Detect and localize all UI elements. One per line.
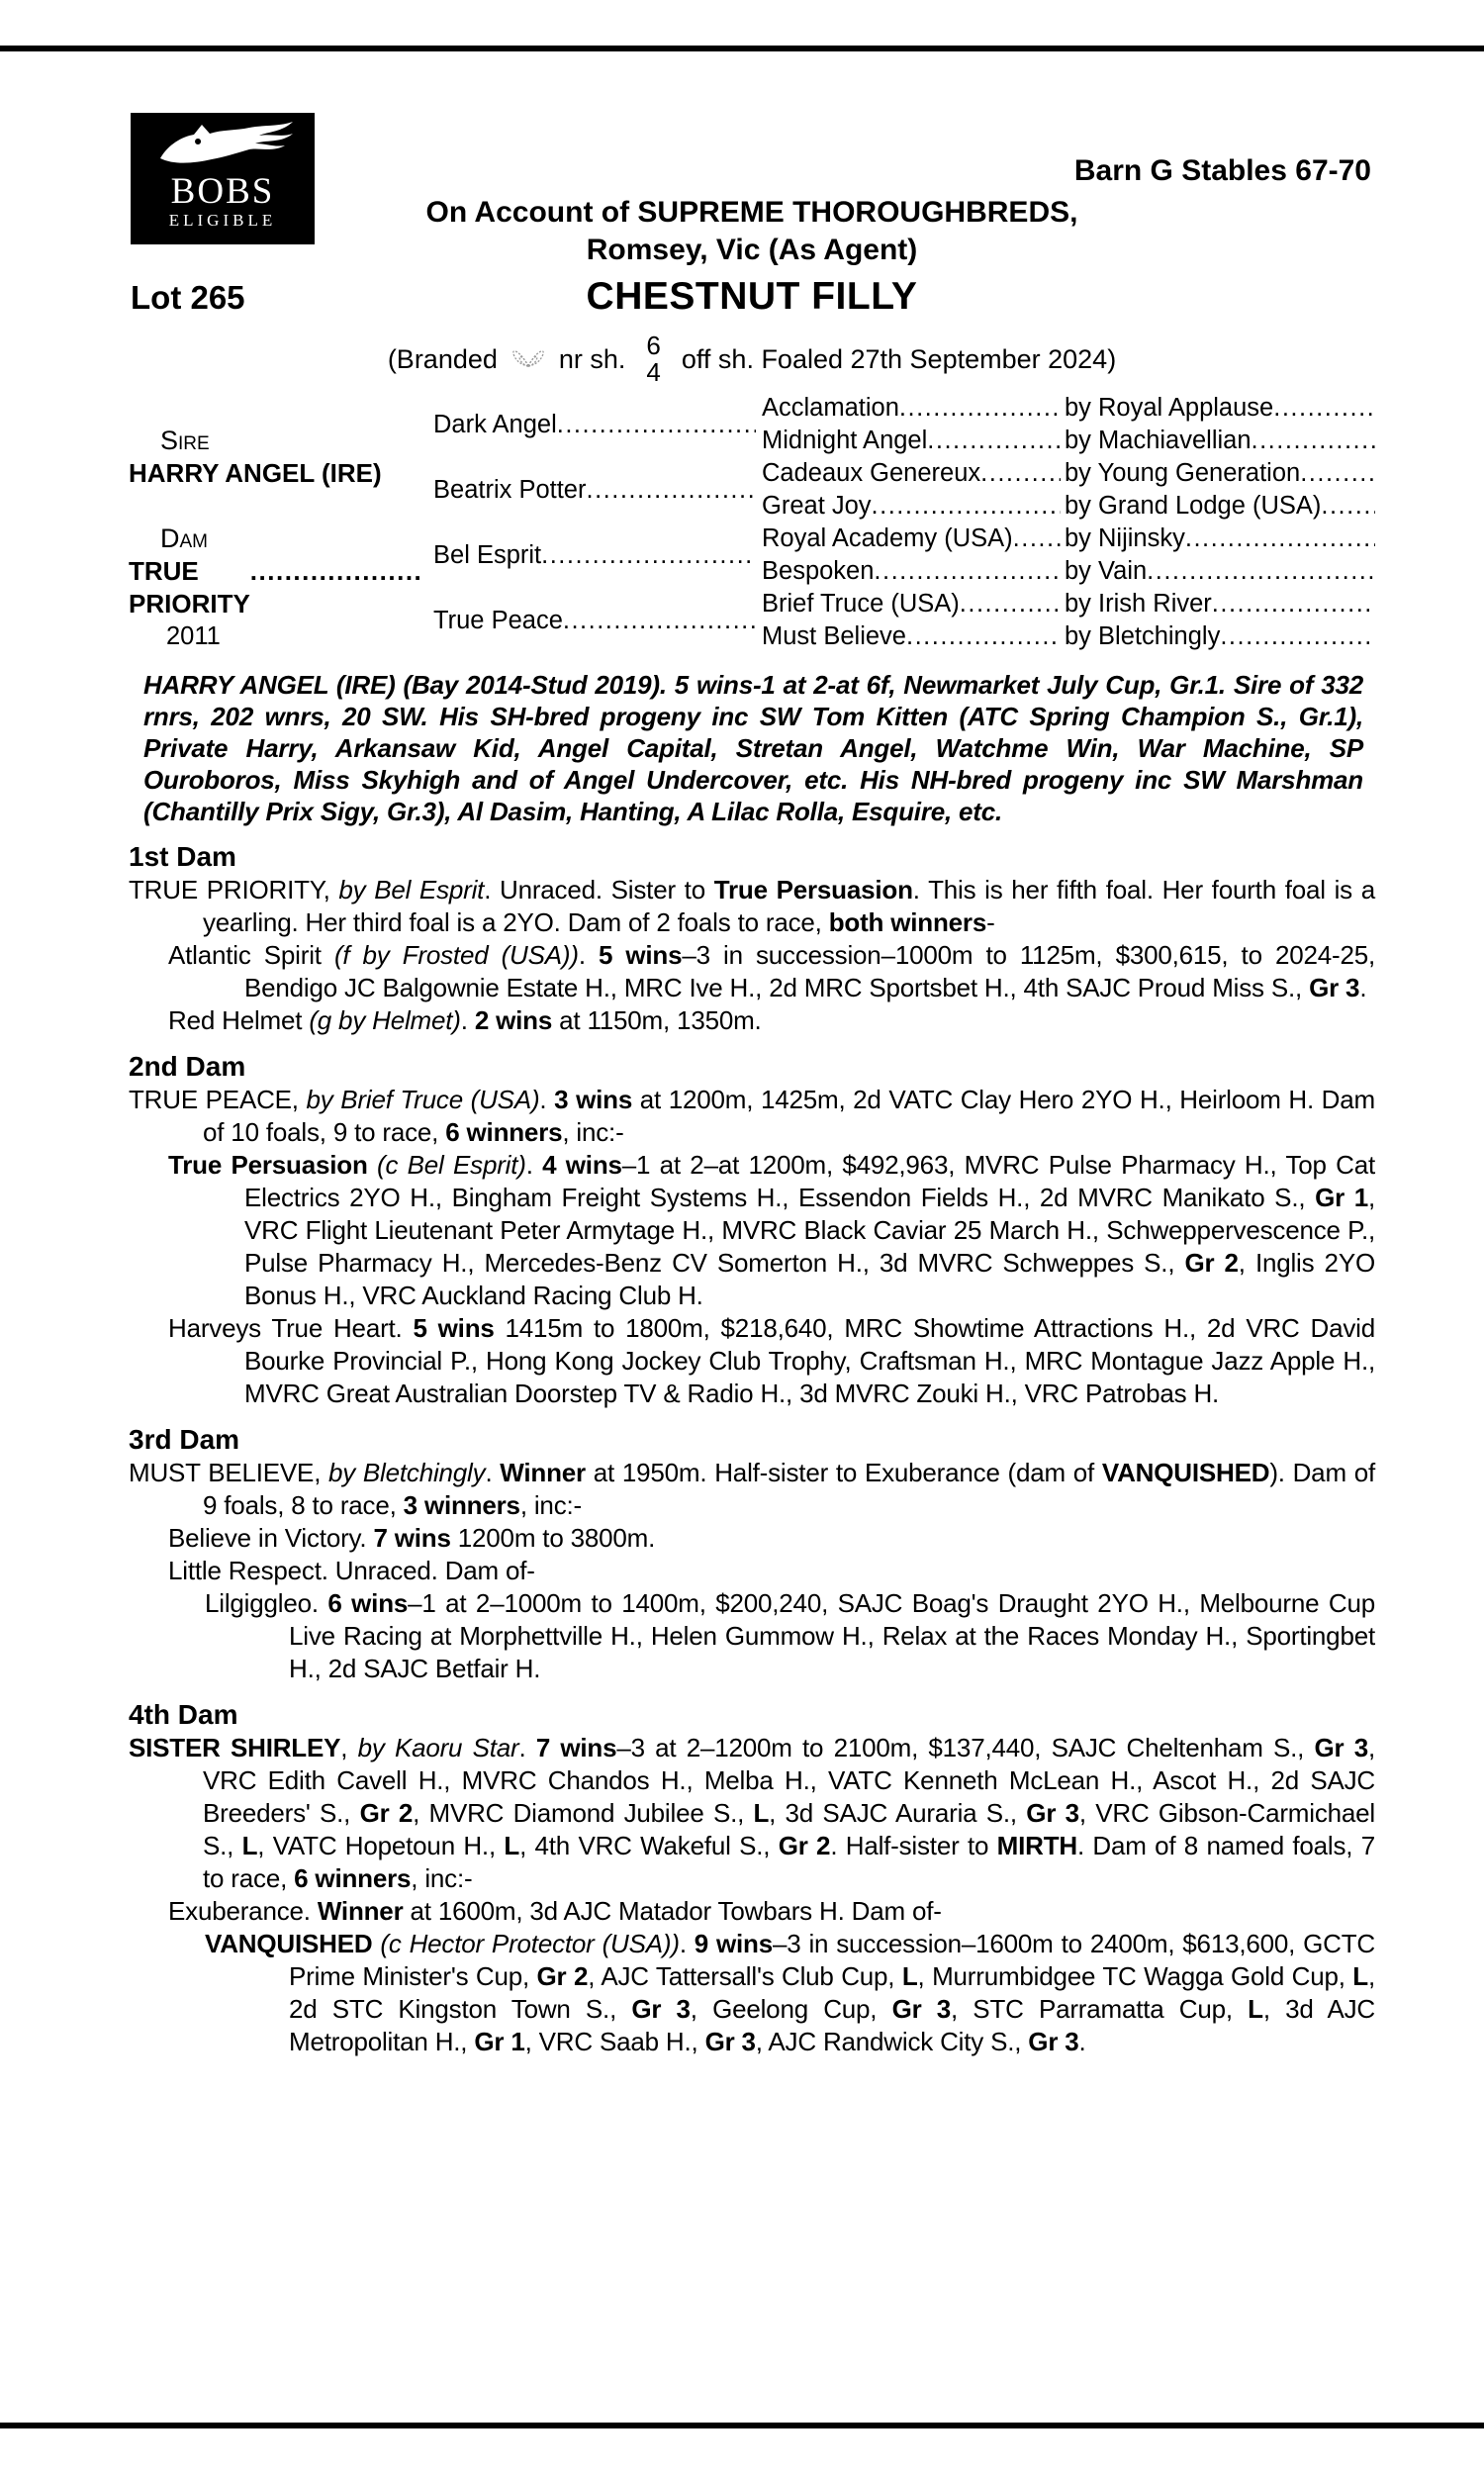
text-run: (g by Helmet) [309, 1005, 461, 1035]
text-run: Harveys True Heart. [168, 1313, 414, 1343]
gen3-cell [762, 392, 1065, 425]
dot-leader [980, 459, 1061, 488]
text-run: , VRC Saab H., [524, 2027, 705, 2056]
text-run: 1200m to 3800m. [450, 1523, 656, 1553]
gen3-cell [762, 490, 1065, 523]
pedigree-paragraph [129, 1587, 1375, 1685]
text-run: . [485, 1458, 501, 1487]
grandsire-cell [433, 392, 762, 457]
text-run: . [1078, 2027, 1086, 2056]
pedigree-paragraph [129, 939, 1375, 1004]
text-run: . Dam of 8 named foals, 7 to race, [203, 1831, 1375, 1893]
dot-leader [874, 557, 1061, 586]
text-run: Believe in Victory. [168, 1523, 374, 1553]
section-heading: 1st Dam [129, 841, 236, 872]
text-run: SISTER SHIRLEY [129, 1733, 341, 1762]
text-run: at 1150m, 1350m. [552, 1005, 762, 1035]
brand-number-top: 6 [646, 331, 661, 360]
granddam-cell [433, 457, 762, 523]
dot-leader [1300, 459, 1375, 488]
pedigree-paragraph [129, 1732, 1375, 1895]
sire-summary: HARRY ANGEL (IRE) (Bay 2014-Stud 2019). 5 wins-1 at 2-at 6f, Newmarket July Cup, Gr.1. Sire of 332 rnrs, 202 wnrs, 20 SW. His SH-bred progeny inc SW Tom Kitten (ATC Spring Champion S., Gr.1), Private Harry, Arkansaw Kid, Angel Capital, Stretan Angel, Watchme Win, War Machine, SP Ouroboros, Miss Skyhigh and of Angel Undercover, etc. His NH-bred progeny inc SW Marshman (Chantilly Prix Sigy, Gr.3), Al Dasim, Hanting, A Lilac Rolla, Esquire, etc. [143, 670, 1363, 826]
text-run: L [1248, 1994, 1263, 2024]
horse-name: Beatrix Potter [433, 475, 587, 504]
text-run: L [1352, 1961, 1368, 1991]
gen4-cell [1065, 425, 1375, 457]
text-run: by Kaoru Star [357, 1733, 519, 1762]
gen4-cell [1065, 588, 1375, 620]
text-run: , [340, 1733, 358, 1762]
horse-name: Bespoken [762, 557, 875, 585]
text-run: . Half-sister to [830, 1831, 997, 1860]
dot-leader [563, 607, 756, 635]
text-run: 3 wins [554, 1085, 633, 1114]
text-run: Gr 3 [704, 2027, 756, 2056]
dot-leader [541, 541, 756, 570]
text-run: (c Hector Protector (USA)) [380, 1929, 680, 1958]
text-run: . [578, 940, 599, 970]
text-run: Gr 3 [1314, 1733, 1368, 1762]
granddam-cell [433, 588, 762, 653]
sire-of: by Bletchingly [1065, 622, 1221, 650]
header [129, 99, 1375, 392]
text-run: Winner [317, 1896, 404, 1926]
sire-of: by Grand Lodge (USA) [1065, 492, 1322, 520]
text-run: Gr 3 [891, 1994, 952, 2024]
dot-leader [927, 427, 1061, 455]
text-run: - [986, 907, 995, 937]
text-run: TRUE PEACE, [129, 1085, 307, 1114]
text-run: Little Respect. Unraced. Dam of- [168, 1556, 535, 1585]
gen4-cell [1065, 490, 1375, 523]
horse-name: Great Joy [762, 492, 872, 520]
text-run: L [901, 1961, 918, 1991]
text-run: –1 at 2–1000m to 1400m, $200,240, SAJC Boag's Draught 2YO H., Melbourne Cup Live Racing at Morphettville H., Helen Gummow H., Relax at the Races Monday H., Sportingbet H., 2d SAJC Betfair H. [289, 1588, 1375, 1683]
horse-name: Cadeaux Genereux [762, 459, 981, 487]
text-run: 7 wins [535, 1733, 617, 1762]
top-rule [0, 46, 1484, 51]
text-run: –3 in succession–1000m to 1125m, $300,615, to 2024-25, Bendigo JC Balgownie Estate H., MRC Ive H., 2d MRC Sportsbet H., 4th SAJC Proud Miss S., [244, 940, 1375, 1002]
text-run: Exuberance. [168, 1896, 318, 1926]
text-run: by Bletchingly [328, 1458, 486, 1487]
account-line-1: On Account of SUPREME THOROUGHBREDS, [425, 196, 1078, 229]
dam-section [129, 1423, 1375, 1685]
sire-label: Sire [160, 426, 210, 455]
text-run: Gr 3 [631, 1994, 691, 2024]
horse-name: Must Believe [762, 622, 906, 650]
dot-leader [250, 555, 423, 620]
gen4-cell [1065, 457, 1375, 490]
dot-leader [557, 411, 756, 439]
sire-name-text: HARRY ANGEL (IRE) [129, 458, 382, 488]
text-run: Gr 3 [1309, 973, 1360, 1002]
horse-name: Brief Truce (USA) [762, 590, 960, 618]
text-run: 9 wins [694, 1929, 773, 1958]
text-run: by Bel Esprit [338, 875, 485, 904]
dot-leader [1013, 524, 1061, 553]
gen3-cell [762, 620, 1065, 653]
sire-of: by Royal Applause [1065, 394, 1274, 422]
pedigree-paragraph [129, 1555, 1375, 1587]
horse-name: Midnight Angel [762, 427, 928, 454]
text-run: , 2d STC Kingston Town S., [289, 1961, 1376, 2024]
text-run: , VATC Hopetoun H., [257, 1831, 505, 1860]
text-run: L [753, 1798, 770, 1828]
text-run: MUST BELIEVE, [129, 1458, 329, 1487]
horse-name: Royal Academy (USA) [762, 524, 1013, 552]
text-run: 7 wins [373, 1523, 451, 1553]
text-run: –3 in succession–1600m to 2400m, $613,600, GCTC Prime Minister's Cup, [289, 1929, 1375, 1991]
section-heading: 2nd Dam [129, 1051, 246, 1082]
text-run: Atlantic Spirit [168, 940, 334, 970]
text-run: , inc:- [411, 1863, 473, 1893]
section-heading: 3rd Dam [129, 1424, 240, 1455]
text-run: Lilgiggleo. [205, 1588, 328, 1618]
gen3-cell [762, 555, 1065, 588]
text-run: at 1950m. Half-sister to Exuberance (dam of [585, 1458, 1102, 1487]
branded-line [129, 333, 1375, 386]
branded-prefix: (Branded [387, 343, 498, 374]
sire-name [129, 457, 433, 490]
text-run: True Persuasion [713, 875, 913, 904]
text-run: Winner [500, 1458, 586, 1487]
bottom-rule [0, 2423, 1484, 2428]
dot-leader [1185, 524, 1375, 553]
text-run: , MVRC Diamond Jubilee S., [413, 1798, 754, 1828]
dam-name [129, 555, 433, 620]
lot-number: Lot 265 [131, 279, 245, 316]
text-run: (f by Frosted (USA)) [333, 940, 579, 970]
logo-word: BOBS [170, 171, 275, 212]
pedigree-paragraph [129, 1149, 1375, 1312]
text-run: L [504, 1831, 520, 1860]
text-run: , VRC Gibson-Carmichael S., [203, 1798, 1375, 1860]
text-run: , 4th VRC Wakeful S., [519, 1831, 779, 1860]
text-run: , VRC Edith Cavell H., MVRC Chandos H., Melba H., VATC Kenneth McLean H., Ascot H., 2d SAJC Breeders' S., [203, 1733, 1375, 1828]
text-run: at 1600m, 3d AJC Matador Towbars H. Dam of- [403, 1896, 942, 1926]
page-content [129, 99, 1375, 2058]
text-run: , AJC Randwick City S., [755, 2027, 1029, 2056]
text-run: both winners [828, 907, 987, 937]
text-run: . [1359, 973, 1367, 1002]
text-run: Gr 1 [474, 2027, 525, 2056]
text-run: , Inglis 2YO Bonus H., VRC Auckland Racing Club H. [244, 1248, 1375, 1310]
text-run: Gr 1 [1315, 1183, 1368, 1212]
sire-block [129, 392, 433, 523]
text-run: , 3d SAJC Auraria S., [769, 1798, 1027, 1828]
pedigree-paragraph [129, 1522, 1375, 1555]
sire-of: by Nijinsky [1065, 524, 1185, 552]
horse-name: Bel Esprit [433, 540, 542, 569]
dot-leader [1220, 622, 1375, 651]
text-run: 1415m to 1800m, $218,640, MRC Showtime Attractions H., 2d VRC David Bourke Provincial P., Hong Kong Jockey Club Trophy, Craftsman H., MRC Montague Jazz Apple H., MVRC Great Australian Doorstep TV & Radio H., 3d MVRC Zouki H., VRC Patrobas H. [244, 1313, 1375, 1408]
horse-head-icon [148, 113, 297, 175]
pedigree-paragraph [129, 1084, 1375, 1149]
text-run: , Geelong Cup, [690, 1994, 892, 2024]
dot-leader [899, 394, 1061, 423]
text-run: VANQUISHED [205, 1929, 373, 1958]
text-run: at 1200m, 1425m, 2d VATC Clay Hero 2YO H., Heirloom H. Dam of 10 foals, 9 to race, [203, 1085, 1375, 1147]
gen4-cell [1065, 523, 1375, 555]
dam-section [129, 840, 1375, 1037]
horse-name: Acclamation [762, 394, 899, 422]
dam-label: Dam [160, 523, 208, 553]
brand-numbers [646, 333, 660, 386]
pedigree-paragraph [129, 1928, 1375, 2058]
gen4-cell [1065, 620, 1375, 653]
brand-mark-icon [508, 340, 549, 379]
text-run: 6 winners [445, 1117, 563, 1147]
text-run: . This is her fifth foal. Her fourth foal is a yearling. Her third foal is a 2YO. Dam of 2 foals to race, [203, 875, 1375, 937]
text-run: . Unraced. Sister to [484, 875, 714, 904]
section-heading: 4th Dam [129, 1699, 238, 1730]
text-run: , Murrumbidgee TC Wagga Gold Cup, [917, 1961, 1353, 1991]
text-run: ). Dam of 9 foals, 8 to race, [203, 1458, 1375, 1520]
text-run: TRUE PRIORITY, [129, 875, 339, 904]
text-run: Gr 2 [536, 1961, 589, 1991]
text-run: VANQUISHED [1101, 1458, 1270, 1487]
dot-leader [1147, 557, 1375, 586]
gen3-cell [762, 425, 1065, 457]
horse-name: True Peace [433, 606, 563, 634]
sire-of: by Young Generation [1065, 459, 1301, 487]
text-run: MIRTH [996, 1831, 1077, 1860]
dam-year: 2011 [166, 622, 221, 650]
text-run: (c Bel Esprit) [377, 1150, 526, 1180]
text-run: Gr 3 [1026, 1798, 1079, 1828]
text-run: Gr 2 [359, 1798, 414, 1828]
text-run: . [518, 1733, 536, 1762]
sire-of: by Irish River [1065, 590, 1212, 618]
pedigree-paragraph [129, 1457, 1375, 1522]
text-run: , inc:- [562, 1117, 624, 1147]
text-run: . [679, 1929, 695, 1958]
dot-leader [1252, 427, 1375, 455]
text-run: –1 at 2–at 1200m, $492,963, MVRC Pulse Pharmacy H., Top Cat Electrics 2YO H., Bingham Freight Systems H., Essendon Fields H., 2d MVRC Manikato S., [244, 1150, 1375, 1212]
sire-of: by Machiavellian [1065, 427, 1252, 454]
dam-block [129, 523, 433, 653]
text-run: 6 winners [294, 1863, 412, 1893]
text-run: 5 wins [413, 1313, 495, 1343]
brand-number-bottom: 4 [646, 357, 661, 387]
dam-sections [129, 840, 1375, 2058]
text-run: –3 at 2–1200m to 2100m, $137,440, SAJC Cheltenham S., [616, 1733, 1315, 1762]
text-run: by Brief Truce (USA) [306, 1085, 540, 1114]
grandsire-cell [433, 523, 762, 588]
dot-leader [1321, 492, 1375, 521]
dot-leader [586, 476, 756, 505]
pedigree-paragraph [129, 1312, 1375, 1410]
text-run: L [241, 1831, 258, 1860]
text-run: , VRC Flight Lieutenant Peter Armytage H., MVRC Black Caviar 25 March H., Schweppervescence P., Pulse Pharmacy H., Mercedes-Benz CV Somerton H., 3d MVRC Schweppes S., [244, 1183, 1375, 1278]
dam-section [129, 1050, 1375, 1410]
page-title: CHESTNUT FILLY [586, 275, 918, 318]
dot-leader [1273, 394, 1375, 423]
text-run: 2 wins [474, 1005, 553, 1035]
logo-subword: ELIGIBLE [168, 211, 277, 230]
text-run: , 3d AJC Metropolitan H., [289, 1994, 1375, 2056]
dam-name-text: TRUE PRIORITY [129, 556, 250, 618]
text-run [368, 1150, 377, 1180]
text-run: , AJC Tattersall's Club Cup, [588, 1961, 902, 1991]
dot-leader [1212, 590, 1375, 618]
text-run: Red Helmet [168, 1005, 310, 1035]
sire-of: by Vain [1065, 557, 1148, 585]
text-run: 6 wins [327, 1588, 409, 1618]
text-run: Gr 3 [1028, 2027, 1079, 2056]
branded-nr-sh: nr sh. [558, 343, 626, 374]
horse-name: Dark Angel [433, 410, 557, 438]
pedigree-paragraph [129, 1004, 1375, 1037]
text-run: 5 wins [598, 940, 683, 970]
pedigree-table [129, 392, 1375, 653]
text-run: . [460, 1005, 475, 1035]
account-line-2: Romsey, Vic (As Agent) [586, 234, 918, 266]
text-run: Gr 2 [1184, 1248, 1239, 1278]
dot-leader [872, 492, 1061, 521]
text-run: 4 wins [542, 1150, 622, 1180]
dot-leader [906, 622, 1061, 651]
text-run: , STC Parramatta Cup, [951, 1994, 1249, 2024]
text-run: . [539, 1085, 555, 1114]
text-run: Gr 2 [778, 1831, 831, 1860]
pedigree-paragraph [129, 1895, 1375, 1928]
text-run: 3 winners [403, 1490, 520, 1520]
text-run: , inc:- [519, 1490, 582, 1520]
dot-leader [960, 590, 1061, 618]
dam-section [129, 1698, 1375, 2058]
pedigree-paragraph [129, 874, 1375, 939]
barn-line: Barn G Stables 67-70 [1073, 154, 1371, 187]
text-run: . [525, 1150, 543, 1180]
gen4-cell [1065, 392, 1375, 425]
text-run: True Persuasion [168, 1150, 368, 1180]
gen3-cell [762, 523, 1065, 555]
gen3-cell [762, 588, 1065, 620]
gen4-cell [1065, 555, 1375, 588]
gen3-cell [762, 457, 1065, 490]
branded-suffix: off sh. Foaled 27th September 2024) [681, 343, 1117, 374]
